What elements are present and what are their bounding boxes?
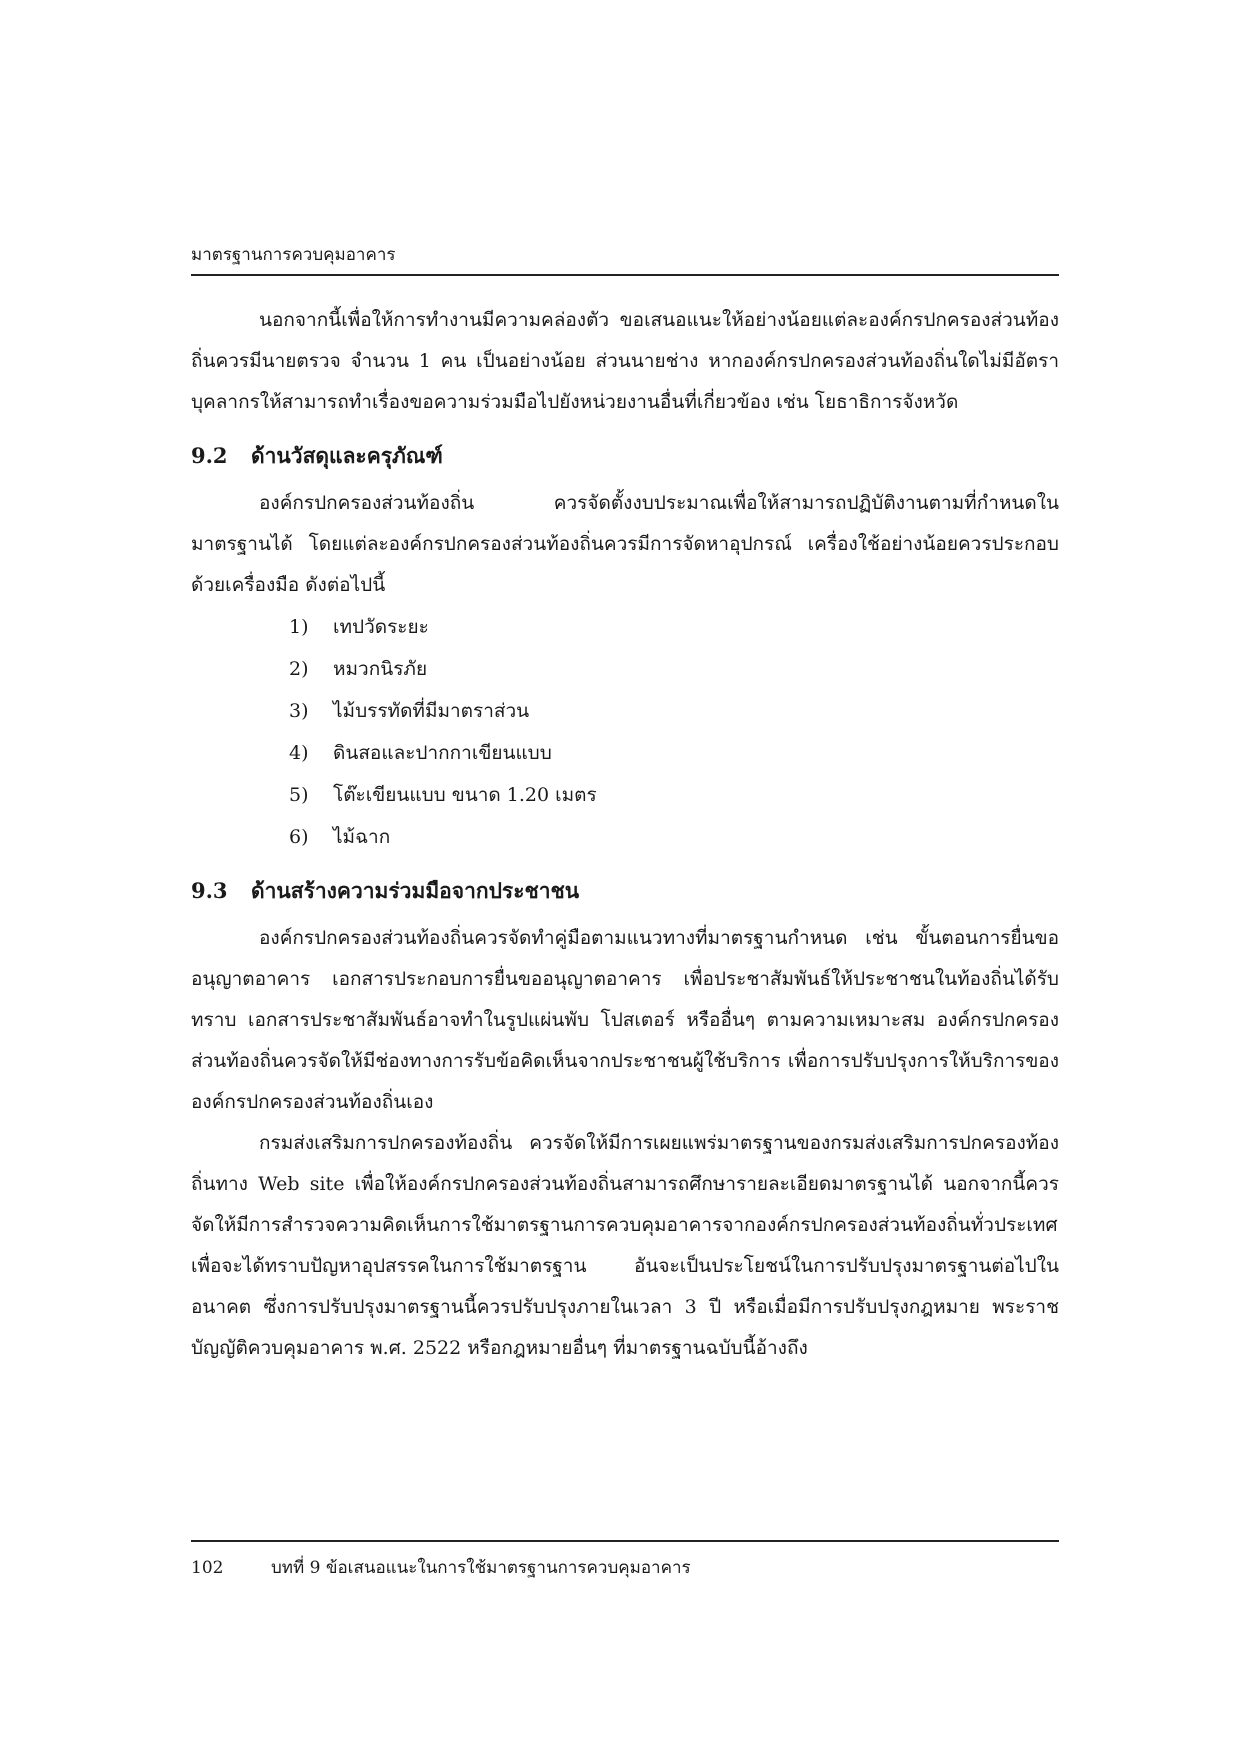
list-item-text: ไม้บรรทัดที่มีมาตราส่วน <box>333 700 530 722</box>
section-9-2-heading <box>191 435 1059 477</box>
list-item-text: เทปวัดระยะ <box>333 616 429 638</box>
list-item-number: 4) <box>289 742 309 764</box>
list-item <box>191 816 1059 858</box>
list-item <box>191 606 1059 648</box>
section-9-2-paragraph: องค์กรปกครองส่วนท้องถิ่น ควรจัดตั้งงบประมาณเพื่อให้สามารถปฏิบัติงานตามที่กำหนดในมาตรฐานได้ โดยแต่ละองค์กรปกครองส่วนท้องถิ่นควรมีการจัดหาอุปกรณ์ เครื่องใช้อย่างน้อยควรประกอบด้วยเครื่องมือ ดังต่อไปนี้ <box>191 492 1059 596</box>
section-9-2-title: ด้านวัสดุและครุภัณฑ์ <box>251 443 443 468</box>
list-item-number: 3) <box>289 700 309 722</box>
list-item-number: 1) <box>289 616 309 638</box>
list-item <box>191 648 1059 690</box>
list-item-number: 5) <box>289 784 309 806</box>
list-item-text: ไม้ฉาก <box>333 826 391 848</box>
section-9-3-number: 9.3 <box>191 878 228 903</box>
section-9-3-paragraph-1: องค์กรปกครองส่วนท้องถิ่นควรจัดทำคู่มือตามแนวทางที่มาตรฐานกำหนด เช่น ขั้นตอนการยื่นขออนุญาตอาคาร เอกสารประกอบการยื่นขออนุญาตอาคาร เพื่อประชาสัมพันธ์ให้ประชาชนในท้องถิ่นได้รับทราบ เอกสารประชาสัมพันธ์อาจทำในรูปแผ่นพับ โปสเตอร์ หรืออื่นๆ ตามความเหมาะสม องค์กรปกครองส่วนท้องถิ่นควรจัดให้มีช่องทางการรับข้อคิดเห็นจากประชาชนผู้ใช้บริการ เพื่อการปรับปรุงการให้บริการขององค์กรปกครองส่วนท้องถิ่นเอง <box>191 927 1059 1113</box>
running-footer <box>191 1540 1059 1581</box>
list-item <box>191 690 1059 732</box>
page-number: 102 <box>191 1558 224 1578</box>
list-item-number: 6) <box>289 826 309 848</box>
list-item-text: ดินสอและปากกาเขียนแบบ <box>333 742 552 764</box>
section-9-3-title: ด้านสร้างความร่วมมือจากประชาชน <box>251 878 580 903</box>
list-item <box>191 774 1059 816</box>
document-body <box>191 300 1059 1369</box>
list-item-text: โต๊ะเขียนแบบ ขนาด 1.20 เมตร <box>333 784 597 806</box>
running-header <box>191 236 1059 276</box>
intro-paragraph: นอกจากนี้เพื่อให้การทำงานมีความคล่องตัว ขอเสนอแนะให้อย่างน้อยแต่ละองค์กรปกครองส่วนท้องถิ่นควรมีนายตรวจ จำนวน 1 คน เป็นอย่างน้อย ส่วนนายช่าง หากองค์กรปกครองส่วนท้องถิ่นใดไม่มีอัตราบุคลากรให้สามารถทำเรื่องขอความร่วมมือไปยังหน่วยงานอื่นที่เกี่ยวข้อง เช่น โยธาธิการจังหวัด <box>191 309 1059 413</box>
list-item-text: หมวกนิรภัย <box>333 658 428 680</box>
section-9-3-heading <box>191 870 1059 912</box>
list-item-number: 2) <box>289 658 309 680</box>
section-9-2-number: 9.2 <box>191 443 228 468</box>
section-9-3-paragraph-2: กรมส่งเสริมการปกครองท้องถิ่น ควรจัดให้มีการเผยแพร่มาตรฐานของกรมส่งเสริมการปกครองท้องถิ่นทาง Web site เพื่อให้องค์กรปกครองส่วนท้องถิ่นสามารถศึกษารายละเอียดมาตรฐานได้ นอกจากนี้ควรจัดให้มีการสำรวจความคิดเห็นการใช้มาตรฐานการควบคุมอาคารจากองค์กรปกครองส่วนท้องถิ่นทั่วประเทศ เพื่อจะได้ทราบปัญหาอุปสรรคในการใช้มาตรฐาน อันจะเป็นประโยชน์ในการปรับปรุงมาตรฐานต่อไปในอนาคต ซึ่งการปรับปรุงมาตรฐานนี้ควรปรับปรุงภายในเวลา 3 ปี หรือเมื่อมีการปรับปรุงกฎหมาย พระราชบัญญัติควบคุมอาคาร พ.ศ. 2522 หรือกฎหมายอื่นๆ ที่มาตรฐานฉบับนี้อ้างถึง <box>191 1132 1059 1359</box>
list-item <box>191 732 1059 774</box>
header-title: มาตรฐานการควบคุมอาคาร <box>191 245 396 265</box>
equipment-list <box>191 606 1059 858</box>
footer-chapter: บทที่ 9 ข้อเสนอแนะในการใช้มาตรฐานการควบคุมอาคาร <box>271 1558 691 1578</box>
